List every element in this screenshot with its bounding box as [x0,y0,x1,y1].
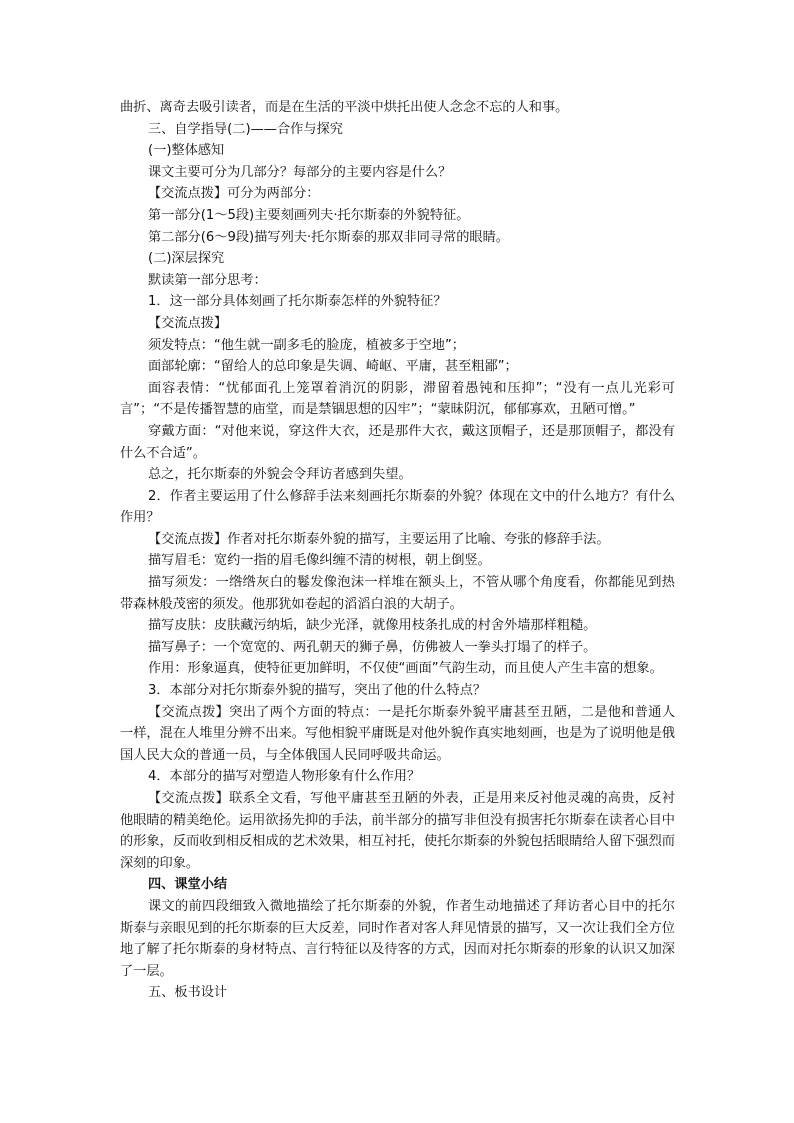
paragraph-l15 [120,421,675,464]
paragraph-l21 [120,615,675,637]
paragraph-text: 描写眉毛：宽约一指的眉毛像纠缠不清的树根，朝上倒竖。 [148,553,491,569]
document-body [120,97,675,1004]
paragraph-l11 [120,313,675,335]
paragraph-l14 [120,378,675,421]
paragraph-l5 [120,183,675,205]
paragraph-l1 [120,97,675,119]
paragraph-l30 [120,982,675,1004]
paragraph-l26 [120,766,675,788]
exchange-hint-label: 【交流点拨】 [148,704,230,720]
paragraph-l17 [120,486,675,529]
paragraph-l25 [120,702,675,767]
paragraph-text: 可分为两部分： [227,186,320,202]
paragraph-text: 联系全文看，写他平庸甚至丑陋的外表，正是用来反衬他灵魂的高贵，反衬他眼睛的精美绝伦。运用欲扬先抑的手法，前半部分的描写非但没有损害托尔斯泰在读者心目中的形象，反而收到相反相成的艺术效果，相互衬托，使托尔斯泰的外貌包括眼睛给人留下强烈而深刻的印象。 [120,791,676,871]
paragraph-l27 [120,788,675,874]
paragraph-text: 课文的前四段细致入微地描绘了托尔斯泰的外貌，作者生动地描述了拜访者心目中的托尔斯泰与亲眼见到的托尔斯泰的巨大反差，同时作者对客人拜见情景的描写，又一次让我们全方位地了解了托尔斯泰的身材特点、言行特征以及待客的方式，因而对托尔斯泰的形象的认识又加深了一层。 [120,898,675,979]
paragraph-text: 突出了两个方面的特点：一是托尔斯泰外貌平庸甚至丑陋，二是他和普通人一样，混在人堆里分辨不出来。写他相貌平庸既是对他外貌作真实地刻画，也是为了说明他是俄国人民大众的普通一员，与全体俄国人民同呼吸共命运。 [120,704,676,763]
paragraph-l3 [120,140,675,162]
paragraph-text: 描写鼻子：一个宽宽的、两孔朝天的狮子鼻，仿佛被人一拳头打塌了的样子。 [148,639,597,655]
paragraph-l22 [120,637,675,659]
paragraph-text: 三、自学指导(二)——合作与探究 [148,121,343,137]
paragraph-l13 [120,356,675,378]
paragraph-text: 穿戴方面：“对他来说，穿这件大衣，还是那件大衣，戴这顶帽子，还是那顶帽子，都没有什么不合适”。 [120,423,675,461]
paragraph-text: 3．本部分对托尔斯泰外貌的描写，突出了他的什么特点？ [148,683,487,699]
paragraph-text: 作用：形象逼真，使特征更加鲜明，不仅使“画面”气韵生动，而且使人产生丰富的想象。 [148,661,663,677]
paragraph-text: 默读第一部分思考： [148,272,267,288]
paragraph-text: 第一部分(1～5段)主要刻画列夫·托尔斯泰的外貌特征。 [148,207,470,223]
paragraph-text: 1．这一部分具体刻画了托尔斯泰怎样的外貌特征？ [148,294,447,310]
paragraph-l20 [120,572,675,615]
paragraph-text: 面部轮廓：“留给人的总印象是失调、崎岖、平庸，甚至粗鄙”； [148,359,518,375]
paragraph-text: 2．作者主要运用了什么修辞手法来刻画托尔斯泰的外貌？体现在文中的什么地方？有什么作用？ [120,488,675,526]
paragraph-text: 作者对托尔斯泰外貌的描写，主要运用了比喻、夸张的修辞手法。 [227,531,610,547]
paragraph-text: 总之，托尔斯泰的外貌会令拜访者感到失望。 [148,467,412,483]
paragraph-text: 第二部分(6～9段)描写列夫·托尔斯泰的那双非同寻常的眼睛。 [148,229,509,245]
paragraph-l19 [120,550,675,572]
paragraph-l7 [120,227,675,249]
paragraph-l9 [120,270,675,292]
paragraph-l28 [120,874,675,896]
paragraph-l12 [120,335,675,357]
paragraph-text: 面容表情：“忧郁面孔上笼罩着消沉的阴影，滞留着愚钝和压抑”；“没有一点儿光彩可言”；“不是传播智慧的庙堂，而是禁锢思想的囚牢”；“蒙昧阴沉，郁郁寡欢，丑陋可憎。” [120,380,675,418]
paragraph-l18 [120,529,675,551]
paragraph-text: (一)整体感知 [148,143,225,159]
paragraph-text: 曲折、离奇去吸引读者，而是在生活的平淡中烘托出使人念念不忘的人和事。 [120,100,569,115]
paragraph-text: 须发特点：“他生就一副多毛的脸庞，植被多于空地”； [148,337,465,353]
paragraph-text: 4．本部分的描写对塑造人物形象有什么作用？ [148,769,421,785]
paragraph-l6 [120,205,675,227]
paragraph-l23 [120,658,675,680]
paragraph-text: 描写皮肤：皮肤藏污纳垢，缺少光泽，就像用枝条扎成的村舍外墙那样粗糙。 [148,618,597,634]
exchange-hint-label: 【交流点拨】 [148,531,228,547]
paragraph-l10 [120,291,675,313]
paragraph-text: 描写须发：一绺绺灰白的鬈发像泡沫一样堆在额头上，不管从哪个角度看，你都能见到热带森林般茂密的须发。他那犹如卷起的滔滔白浪的大胡子。 [120,575,675,612]
exchange-hint-label: 【交流点拨】 [148,791,230,806]
exchange-hint-label: 【交流点拨】 [148,315,228,331]
paragraph-l29 [120,896,675,982]
paragraph-l16 [120,464,675,486]
paragraph-text: (二)深层探究 [148,251,225,267]
paragraph-l2 [120,119,675,141]
paragraph-l4 [120,162,675,184]
paragraph-l8 [120,248,675,270]
paragraph-text: 四、课堂小结 [148,877,228,893]
paragraph-l24 [120,680,675,702]
paragraph-text: 课文主要可分为几部分？每部分的主要内容是什么？ [148,164,452,180]
paragraph-text: 五、板书设计 [148,985,228,1001]
exchange-hint-label: 【交流点拨】 [148,186,228,202]
